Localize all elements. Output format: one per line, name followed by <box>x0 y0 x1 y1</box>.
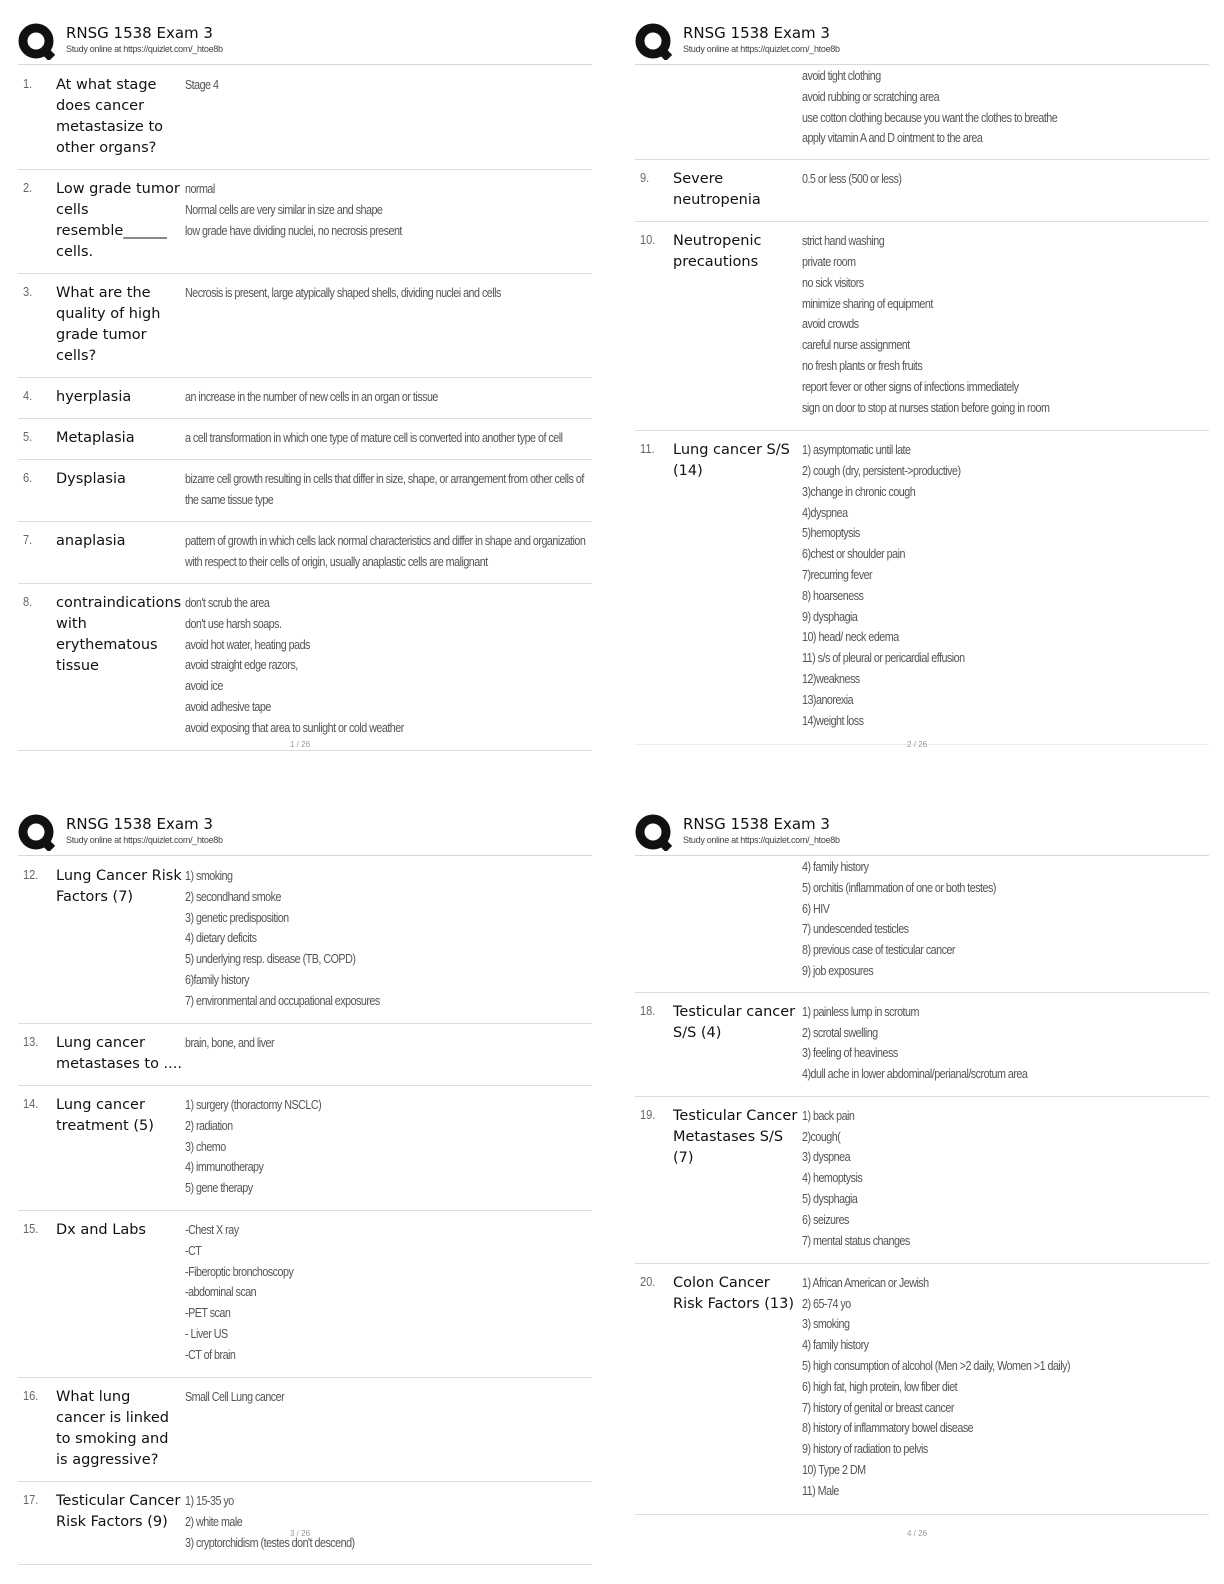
card-term: Lung Cancer Risk Factors (7) <box>56 868 182 905</box>
card-number: 7. <box>23 532 33 547</box>
definition-line: strict hand washing <box>802 234 885 249</box>
flashcard <box>18 460 592 522</box>
card-term: Lung cancer S/S (14) <box>673 442 790 480</box>
definition-line: don't scrub the area <box>185 596 270 610</box>
page-header <box>18 813 592 857</box>
card-definition <box>802 1106 1205 1252</box>
card-definition <box>185 75 588 96</box>
card-number: 20. <box>640 1273 656 1289</box>
card-number: 13. <box>23 1034 39 1049</box>
card-term: What are the quality of high grade tumor cells? <box>56 285 161 364</box>
flashcard <box>18 522 592 584</box>
flashcard <box>635 222 1209 431</box>
page-header <box>18 22 592 66</box>
page-2 <box>635 22 1209 749</box>
card-term: Dysplasia <box>56 471 126 487</box>
card-term: Colon Cancer Risk Factors (13) <box>673 1274 794 1312</box>
definition-line: 6)family history <box>185 972 250 987</box>
card-list <box>635 66 1209 745</box>
definition-line: 6) seizures <box>802 1212 849 1227</box>
definition-line: 5) orchitis (inflammation of one or both testes) <box>802 880 996 895</box>
flashcard <box>18 584 592 751</box>
quizlet-logo-icon <box>18 813 56 851</box>
card-number: 15. <box>23 1221 39 1236</box>
definition-line: 4)dyspnea <box>802 505 848 520</box>
definition-line: 6) HIV <box>802 901 830 916</box>
study-online-link[interactable]: Study online at https://quizlet.com/_htoe8b <box>683 835 840 845</box>
definition-line: 3) smoking <box>802 1317 850 1332</box>
card-list <box>18 66 592 751</box>
flashcard <box>18 419 592 460</box>
definition-line: 10) Type 2 DM <box>802 1462 866 1477</box>
definition-line: 5) dysphagia <box>802 1191 858 1206</box>
study-online-link[interactable]: Study online at https://quizlet.com/_htoe8b <box>66 835 223 845</box>
divider <box>635 64 1209 65</box>
card-definition <box>185 387 588 408</box>
card-number: 11. <box>640 441 655 457</box>
definition-line: 14)weight loss <box>802 713 864 728</box>
definition-line: 11) s/s of pleural or pericardial effusion <box>802 651 965 666</box>
definition-line: 4) hemoptysis <box>802 1171 863 1186</box>
definition-line: 1) African American or Jewish <box>802 1275 929 1290</box>
card-term: What lung cancer is linked to smoking and is aggressive? <box>56 1389 169 1468</box>
card-definition <box>185 469 588 511</box>
card-number: 19. <box>640 1106 656 1122</box>
divider <box>18 64 592 65</box>
flashcard <box>635 1264 1209 1515</box>
card-number: 10. <box>640 232 656 248</box>
doc-title: RNSG 1538 Exam 3 <box>683 815 830 833</box>
definition-line: 3) genetic predisposition <box>185 910 289 925</box>
card-term: At what stage does cancer metastasize to other organs? <box>56 77 164 156</box>
definition-line: avoid exposing that area to sunlight or cold weather <box>185 720 404 735</box>
card-term: Metaplasia <box>56 430 135 446</box>
quizlet-logo-icon <box>635 813 673 851</box>
card-number: 4. <box>23 388 33 403</box>
definition-line: apply vitamin A and D ointment to the area <box>802 131 983 146</box>
flashcard <box>635 431 1209 745</box>
definition-line: 8) history of inflammatory bowel disease <box>802 1421 974 1436</box>
page-1 <box>18 22 592 751</box>
definition-line: avoid tight clothing <box>802 69 881 83</box>
definition-line: pattern of growth in which cells lack normal characteristics and differ in shape and organization with respect to their cells of origin, usually anaplastic cells are malignant <box>185 534 586 569</box>
definition-line: avoid adhesive tape <box>185 699 271 714</box>
card-definition <box>185 866 588 1012</box>
card-definition <box>185 1033 588 1054</box>
definition-line: -Fiberoptic bronchoscopy <box>185 1264 294 1279</box>
page-number: 3 / 26 <box>290 1529 311 1538</box>
definition-line: private room <box>802 254 856 269</box>
definition-line: 4) immunotherapy <box>185 1160 264 1175</box>
flashcard <box>18 378 592 419</box>
doc-title: RNSG 1538 Exam 3 <box>66 815 213 833</box>
definition-line: 2) secondhand smoke <box>185 889 281 904</box>
page-number: 2 / 26 <box>907 740 928 749</box>
doc-title: RNSG 1538 Exam 3 <box>66 24 213 42</box>
page-header <box>635 813 1209 857</box>
definition-line: 1) back pain <box>802 1108 855 1123</box>
definition-line: 4) family history <box>802 860 869 874</box>
definition-line: Necrosis is present, large atypically shaped shells, dividing nuclei and cells <box>185 286 501 300</box>
definition-line: 3) feeling of heaviness <box>802 1046 898 1061</box>
definition-line: avoid ice <box>185 679 223 694</box>
definition-line: avoid crowds <box>802 317 859 332</box>
flashcard <box>18 857 592 1024</box>
card-number: 9. <box>640 170 650 186</box>
definition-line: 2) 65-74 yo <box>802 1296 851 1311</box>
divider <box>635 855 1209 856</box>
definition-line: 11) Male <box>802 1483 839 1498</box>
definition-line: avoid straight edge razors, <box>185 658 298 673</box>
definition-line: 6) high fat, high protein, low fiber diet <box>802 1379 958 1394</box>
definition-line: 12)weakness <box>802 671 860 686</box>
definition-line: avoid rubbing or scratching area <box>802 89 940 104</box>
definition-line: 3)change in chronic cough <box>802 484 916 499</box>
card-list <box>18 857 592 1565</box>
card-number: 2. <box>23 180 33 195</box>
definition-line: no sick visitors <box>802 275 864 290</box>
card-definition <box>185 179 588 241</box>
definition-line: Small Cell Lung cancer <box>185 1390 285 1404</box>
definition-line: -CT of brain <box>185 1347 236 1362</box>
definition-line: 2) cough (dry, persistent->productive) <box>802 463 961 478</box>
definition-line: 1) surgery (thoractomy NSCLC) <box>185 1098 322 1112</box>
definition-line: 2)cough( <box>802 1129 841 1144</box>
definition-line: 1) smoking <box>185 869 233 883</box>
card-term: Dx and Labs <box>56 1222 146 1238</box>
quizlet-logo-icon <box>18 22 56 60</box>
definition-line: sign on door to stop at nurses station before going in room <box>802 400 1050 415</box>
card-definition <box>802 440 1205 731</box>
definition-line: bizarre cell growth resulting in cells that differ in size, shape, or arrangement from other cells of the same tissue type <box>185 472 584 507</box>
study-online-link[interactable]: Study online at https://quizlet.com/_htoe8b <box>683 44 840 54</box>
definition-line: 10) head/ neck edema <box>802 630 899 645</box>
card-term: Lung cancer metastases to .... <box>56 1035 182 1072</box>
definition-line: 7)recurring fever <box>802 567 873 582</box>
flashcard <box>635 160 1209 222</box>
definition-line: minimize sharing of equipment <box>802 296 933 311</box>
definition-line: 1) asymptomatic until late <box>802 443 911 458</box>
definition-line: 2) scrotal swelling <box>802 1025 878 1040</box>
card-definition <box>185 283 588 304</box>
flashcard <box>18 274 592 378</box>
definition-line: 7) environmental and occupational exposures <box>185 993 380 1008</box>
study-online-link[interactable]: Study online at https://quizlet.com/_htoe8b <box>66 44 223 54</box>
definition-line: 9) job exposures <box>802 963 874 978</box>
definition-line: -abdominal scan <box>185 1285 257 1300</box>
card-term: hyerplasia <box>56 389 132 405</box>
definition-line: 2) white male <box>185 1514 243 1529</box>
quizlet-logo-icon <box>635 22 673 60</box>
card-definition <box>185 1220 588 1366</box>
page-number: 4 / 26 <box>907 1529 928 1538</box>
flashcard <box>635 1097 1209 1264</box>
page-3 <box>18 813 592 1565</box>
definition-line: a cell transformation in which one type of mature cell is converted into another type of cell <box>185 431 563 445</box>
continued-definition <box>635 857 1209 993</box>
definition-line: 2) radiation <box>185 1118 233 1133</box>
flashcard <box>18 1378 592 1482</box>
definition-line: 5)hemoptysis <box>802 526 860 541</box>
card-definition <box>802 1273 1205 1502</box>
definition-line: 9) dysphagia <box>802 609 858 624</box>
card-definition <box>802 169 1205 190</box>
card-number: 18. <box>640 1002 656 1018</box>
page-header <box>635 22 1209 66</box>
definition-line: brain, bone, and liver <box>185 1036 275 1050</box>
card-number: 17. <box>23 1492 39 1507</box>
definition-line: - Liver US <box>185 1326 228 1341</box>
card-number: 8. <box>23 594 33 609</box>
definition-line: 1) painless lump in scrotum <box>802 1004 919 1019</box>
card-number: 5. <box>23 429 33 444</box>
definition-line: 4) dietary deficits <box>185 931 257 946</box>
card-definition <box>185 1387 588 1408</box>
card-term: Severe neutropenia <box>673 171 761 209</box>
card-term: Lung cancer treatment (5) <box>56 1097 154 1134</box>
definition-line: 3) dyspnea <box>802 1150 851 1165</box>
definition-line: 8) hoarseness <box>802 588 864 603</box>
doc-title: RNSG 1538 Exam 3 <box>683 24 830 42</box>
card-definition <box>802 1002 1205 1085</box>
card-term: Testicular cancer S/S (4) <box>673 1003 796 1041</box>
definition-line: 5) gene therapy <box>185 1181 253 1196</box>
card-term: anaplasia <box>56 533 126 549</box>
card-definition <box>185 1491 588 1553</box>
definition-line: Normal cells are very similar in size and shape <box>185 202 383 217</box>
card-number: 6. <box>23 470 33 485</box>
definition-line: 5) high consumption of alcohol (Men >2 daily, Women >1 daily) <box>802 1358 1071 1373</box>
flashcard <box>18 1482 592 1565</box>
divider <box>18 855 592 856</box>
flashcard <box>635 993 1209 1097</box>
card-term: Low grade tumor cells resemble______ cells. <box>56 181 180 260</box>
definition-line: Stage 4 <box>185 78 219 92</box>
definition-line: 0.5 or less (500 or less) <box>802 172 902 187</box>
definition-line: -CT <box>185 1243 202 1258</box>
card-number: 1. <box>23 76 33 91</box>
card-term: Testicular Cancer Metastases S/S (7) <box>673 1107 798 1166</box>
definition-line: -PET scan <box>185 1306 231 1321</box>
flashcard <box>18 66 592 170</box>
definition-line: normal <box>185 182 215 196</box>
definition-line: 3) chemo <box>185 1139 226 1154</box>
card-term: contraindications with erythematous tissue <box>56 595 182 674</box>
card-definition <box>185 1095 588 1199</box>
definition-line: 4) family history <box>802 1338 869 1353</box>
card-definition <box>185 531 588 573</box>
definition-line: 7) mental status changes <box>802 1233 910 1248</box>
card-number: 3. <box>23 284 33 299</box>
definition-line: no fresh plants or fresh fruits <box>802 358 923 373</box>
definition-line: an increase in the number of new cells in an organ or tissue <box>185 390 438 404</box>
card-definition <box>185 428 588 449</box>
definition-line: 6)chest or shoulder pain <box>802 547 905 562</box>
definition-line: low grade have dividing nuclei, no necrosis present <box>185 223 402 238</box>
card-term: Testicular Cancer Risk Factors (9) <box>56 1493 181 1530</box>
definition-line: 8) previous case of testicular cancer <box>802 943 955 958</box>
card-number: 12. <box>23 867 39 882</box>
page-4 <box>635 813 1209 1538</box>
flashcard <box>18 1211 592 1378</box>
definition-line: 5) underlying resp. disease (TB, COPD) <box>185 952 356 967</box>
flashcard <box>18 170 592 274</box>
continued-definition <box>635 66 1209 160</box>
definition-line: -Chest X ray <box>185 1223 239 1237</box>
definition-line: 7) history of genital or breast cancer <box>802 1400 954 1415</box>
definition-line: 7) undescended testicles <box>802 922 909 937</box>
card-definition <box>802 231 1205 418</box>
flashcard <box>18 1024 592 1086</box>
definition-line: avoid hot water, heating pads <box>185 637 310 652</box>
flashcard <box>18 1086 592 1211</box>
definition-line: careful nurse assignment <box>802 338 910 353</box>
definition-line: 13)anorexia <box>802 692 854 707</box>
card-number: 16. <box>23 1388 39 1403</box>
definition-line: 4)dull ache in lower abdominal/perianal/scrotum area <box>802 1067 1028 1082</box>
definition-line: 3) cryptorchidism (testes don't descend) <box>185 1535 355 1550</box>
card-list <box>635 857 1209 1515</box>
definition-line: report fever or other signs of infections immediately <box>802 379 1019 394</box>
definition-line: don't use harsh soaps. <box>185 616 282 631</box>
card-definition <box>185 593 588 739</box>
definition-line: 1) 15-35 yo <box>185 1494 234 1508</box>
definition-line: use cotton clothing because you want the clothes to breathe <box>802 110 1058 125</box>
card-number: 14. <box>23 1096 39 1111</box>
card-term: Neutropenic precautions <box>673 233 762 271</box>
page-number: 1 / 26 <box>290 740 311 749</box>
definition-line: 9) history of radiation to pelvis <box>802 1442 928 1457</box>
